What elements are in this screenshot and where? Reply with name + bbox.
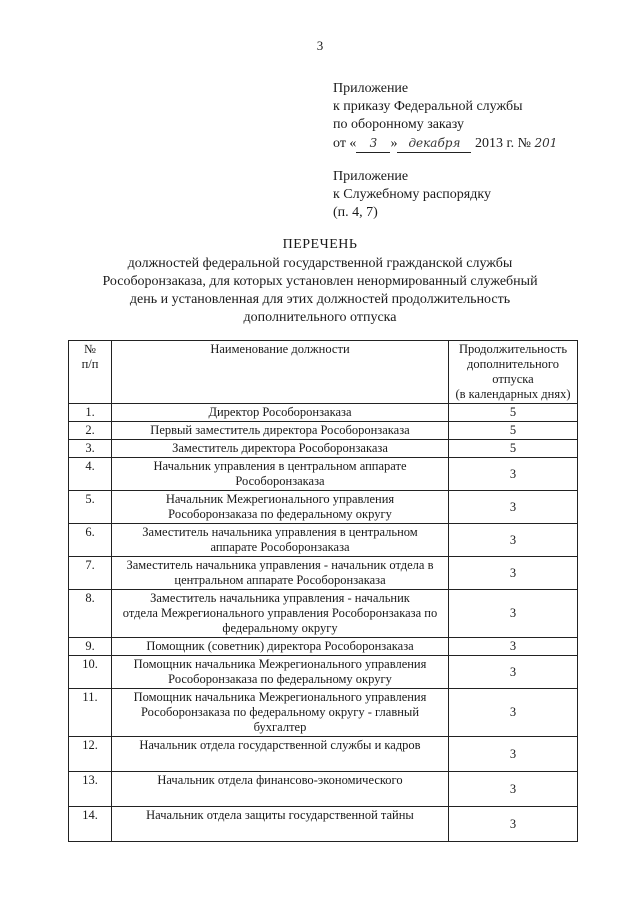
appendix-regulation-line2: к Служебному распорядку xyxy=(333,187,491,202)
table-row xyxy=(69,404,578,422)
date-year: 2013 г. № xyxy=(474,136,531,151)
row-leave-days: 3 xyxy=(449,737,578,772)
row-leave-days: 3 xyxy=(449,491,578,524)
title-line3: день и установленная для этих должностей продолжительность xyxy=(129,292,511,307)
position-name-line: Директор Рособоронзаказа xyxy=(208,405,352,419)
title-line4: дополнительного отпуска xyxy=(243,310,397,325)
position-name-line: Начальник управления в центральном аппарате xyxy=(153,459,407,473)
document-title xyxy=(0,236,640,327)
title-heading: ПЕРЕЧЕНЬ xyxy=(282,237,358,252)
appendix-regulation-line3: (п. 4, 7) xyxy=(333,205,378,220)
appendix-order-date-line xyxy=(333,134,557,153)
row-number: 6. xyxy=(69,524,112,557)
table-header-row xyxy=(69,341,578,404)
header-days-line3: (в календарных днях) xyxy=(455,387,571,401)
position-name-line: аппарате Рособоронзаказа xyxy=(210,540,350,554)
appendix-regulation-block xyxy=(333,168,491,222)
row-position-name xyxy=(112,524,449,557)
row-leave-days: 5 xyxy=(449,440,578,458)
position-name-line: Начальник отдела государственной службы и кадров xyxy=(139,738,421,752)
table-row xyxy=(69,590,578,638)
appendix-regulation-line1: Приложение xyxy=(333,169,409,184)
position-name-line: Рособоронзаказа по федеральному округу - главный xyxy=(140,705,420,719)
row-position-name xyxy=(112,656,449,689)
row-leave-days: 3 xyxy=(449,458,578,491)
row-number: 11. xyxy=(69,689,112,737)
date-prefix: от « xyxy=(333,136,357,151)
appendix-order-line2: к приказу Федеральной службы xyxy=(333,99,523,114)
row-position-name xyxy=(112,807,449,842)
title-line2: Рособоронзаказа, для которых установлен ненормированный служебный xyxy=(102,274,538,289)
row-number: 12. xyxy=(69,737,112,772)
row-number: 10. xyxy=(69,656,112,689)
position-name-line: Первый заместитель директора Рособоронзаказа xyxy=(150,423,410,437)
row-position-name xyxy=(112,689,449,737)
table-row xyxy=(69,458,578,491)
row-leave-days: 5 xyxy=(449,404,578,422)
position-name-line: Помощник начальника Межрегионального управления xyxy=(133,690,427,704)
table-row xyxy=(69,524,578,557)
table-row xyxy=(69,737,578,772)
position-name-line: Помощник (советник) директора Рособоронзаказа xyxy=(146,639,414,653)
row-position-name xyxy=(112,422,449,440)
row-number: 8. xyxy=(69,590,112,638)
row-position-name xyxy=(112,737,449,772)
row-position-name xyxy=(112,440,449,458)
position-name-line: Помощник начальника Межрегионального управления xyxy=(133,657,427,671)
position-name-line: Начальник отдела финансово-экономического xyxy=(157,773,403,787)
header-number xyxy=(69,341,112,404)
page-number: 3 xyxy=(316,38,324,53)
position-name-line: Рособоронзаказа xyxy=(235,474,325,488)
row-number: 4. xyxy=(69,458,112,491)
table-row xyxy=(69,772,578,807)
row-position-name xyxy=(112,557,449,590)
header-position-name: Наименование должности xyxy=(112,341,449,404)
row-number: 1. xyxy=(69,404,112,422)
row-position-name xyxy=(112,590,449,638)
row-position-name xyxy=(112,638,449,656)
row-position-name xyxy=(112,404,449,422)
row-leave-days: 3 xyxy=(449,590,578,638)
row-leave-days: 3 xyxy=(449,689,578,737)
row-leave-days: 3 xyxy=(449,638,578,656)
row-leave-days: 3 xyxy=(449,524,578,557)
header-number-line2: п/п xyxy=(81,357,99,371)
row-position-name xyxy=(112,772,449,807)
position-name-line: федеральному округу xyxy=(222,621,338,635)
table-row xyxy=(69,638,578,656)
header-number-line1: № xyxy=(84,342,96,356)
position-name-line: Заместитель директора Рособоронзаказа xyxy=(172,441,388,455)
table-row xyxy=(69,422,578,440)
table-row xyxy=(69,440,578,458)
row-number: 5. xyxy=(69,491,112,524)
row-number: 9. xyxy=(69,638,112,656)
position-name-line: Заместитель начальника управления в центральном xyxy=(142,525,418,539)
row-leave-days: 5 xyxy=(449,422,578,440)
appendix-order-block xyxy=(333,80,557,153)
date-month-handwritten: декабря xyxy=(397,134,471,153)
header-leave-days xyxy=(449,341,578,404)
row-leave-days: 3 xyxy=(449,772,578,807)
position-name-line: центральном аппарате Рособоронзаказа xyxy=(174,573,386,587)
positions-table xyxy=(68,340,578,842)
table-row xyxy=(69,557,578,590)
table-row xyxy=(69,491,578,524)
row-number: 7. xyxy=(69,557,112,590)
row-number: 2. xyxy=(69,422,112,440)
row-number: 14. xyxy=(69,807,112,842)
position-name-line: бухгалтер xyxy=(253,720,307,734)
table-row xyxy=(69,656,578,689)
table-row xyxy=(69,807,578,842)
table-row xyxy=(69,689,578,737)
position-name-line: Рособоронзаказа по федеральному округу xyxy=(168,507,392,521)
row-leave-days: 3 xyxy=(449,807,578,842)
appendix-order-line3: по оборонному заказу xyxy=(333,117,464,132)
row-leave-days: 3 xyxy=(449,656,578,689)
position-name-line: Заместитель начальника управления - начальник xyxy=(150,591,410,605)
row-number: 13. xyxy=(69,772,112,807)
position-name-line: Заместитель начальника управления - начальник отдела в xyxy=(126,558,434,572)
title-line1: должностей федеральной государственной гражданской службы xyxy=(127,256,513,271)
row-number: 3. xyxy=(69,440,112,458)
position-name-line: Начальник Межрегионального управления xyxy=(165,492,395,506)
row-position-name xyxy=(112,458,449,491)
position-name-line: отдела Межрегионального управления Рособоронзаказа по xyxy=(122,606,438,620)
date-day: 3 xyxy=(356,134,390,153)
header-days-line1: Продолжительность xyxy=(458,342,568,356)
position-name-line: Рособоронзаказа по федеральному округу xyxy=(168,672,392,686)
position-name-line: Начальник отдела защиты государственной тайны xyxy=(146,808,414,822)
date-mid: » xyxy=(390,136,398,151)
order-number-handwritten: 201 xyxy=(534,136,558,150)
row-leave-days: 3 xyxy=(449,557,578,590)
header-days-line2: дополнительного отпуска xyxy=(467,357,559,386)
appendix-order-line1: Приложение xyxy=(333,81,409,96)
row-position-name xyxy=(112,491,449,524)
